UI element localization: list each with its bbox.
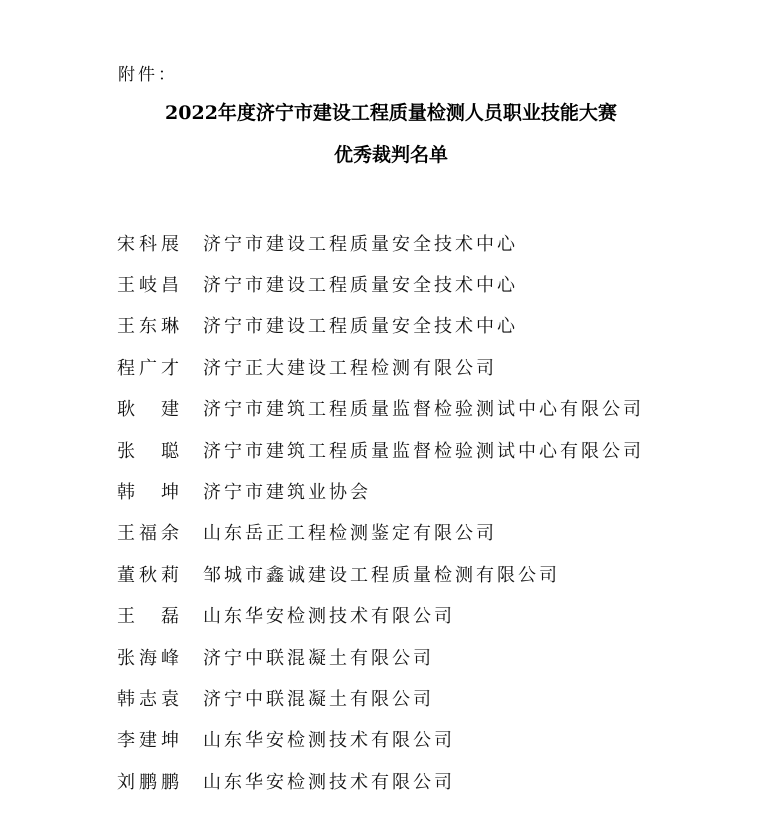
judge-organization: 济宁市建筑工程质量监督检验测试中心有限公司: [203, 440, 644, 462]
judge-organization: 山东华安检测技术有限公司: [203, 771, 455, 793]
list-item: [117, 470, 644, 511]
judge-name: 李建坤: [117, 730, 179, 752]
judge-organization: 济宁市建筑业协会: [203, 482, 371, 504]
list-item: [117, 553, 644, 594]
list-item: [117, 263, 644, 304]
judge-name: 王岐昌: [117, 275, 179, 297]
document-subtitle: 优秀裁判名单: [333, 144, 448, 166]
judge-organization: 济宁市建设工程质量安全技术中心: [203, 316, 518, 338]
judge-name: 张 聪: [117, 440, 179, 462]
judge-organization: 山东岳正工程检测鉴定有限公司: [203, 523, 497, 545]
list-item: [117, 760, 644, 801]
judge-organization: 济宁市建设工程质量安全技术中心: [203, 233, 518, 255]
list-item: [117, 677, 644, 718]
judge-list: [117, 222, 644, 801]
judge-name: 董秋莉: [117, 564, 179, 586]
list-item: [117, 388, 644, 429]
judge-organization: 山东华安检测技术有限公司: [203, 730, 455, 752]
judge-organization: 济宁中联混凝土有限公司: [203, 647, 434, 669]
judge-name: 耿 建: [117, 399, 179, 421]
attachment-label: 附件：: [118, 65, 178, 85]
judge-name: 宋科展: [117, 233, 179, 255]
judge-organization: 济宁市建筑工程质量监督检验测试中心有限公司: [203, 399, 644, 421]
judge-organization: 山东华安检测技术有限公司: [203, 606, 455, 628]
judge-name: 程广才: [117, 357, 179, 379]
document-title: 2022年度济宁市建设工程质量检测人员职业技能大赛: [165, 102, 617, 124]
judge-name: 张海峰: [117, 647, 179, 669]
list-item: [117, 305, 644, 346]
judge-name: 王东琳: [117, 316, 179, 338]
judge-name: 刘鹏鹏: [117, 771, 179, 793]
judge-organization: 济宁市建设工程质量安全技术中心: [203, 275, 518, 297]
judge-name: 王 磊: [117, 606, 179, 628]
list-item: [117, 429, 644, 470]
judge-organization: 邹城市鑫诚建设工程质量检测有限公司: [203, 564, 560, 586]
judge-name: 韩 坤: [117, 482, 179, 504]
list-item: [117, 636, 644, 677]
list-item: [117, 719, 644, 760]
list-item: [117, 346, 644, 387]
judge-name: 王福余: [117, 523, 179, 545]
judge-organization: 济宁正大建设工程检测有限公司: [203, 357, 497, 379]
judge-organization: 济宁中联混凝土有限公司: [203, 688, 434, 710]
judge-name: 韩志袁: [117, 688, 179, 710]
list-item: [117, 222, 644, 263]
list-item: [117, 595, 644, 636]
list-item: [117, 512, 644, 553]
